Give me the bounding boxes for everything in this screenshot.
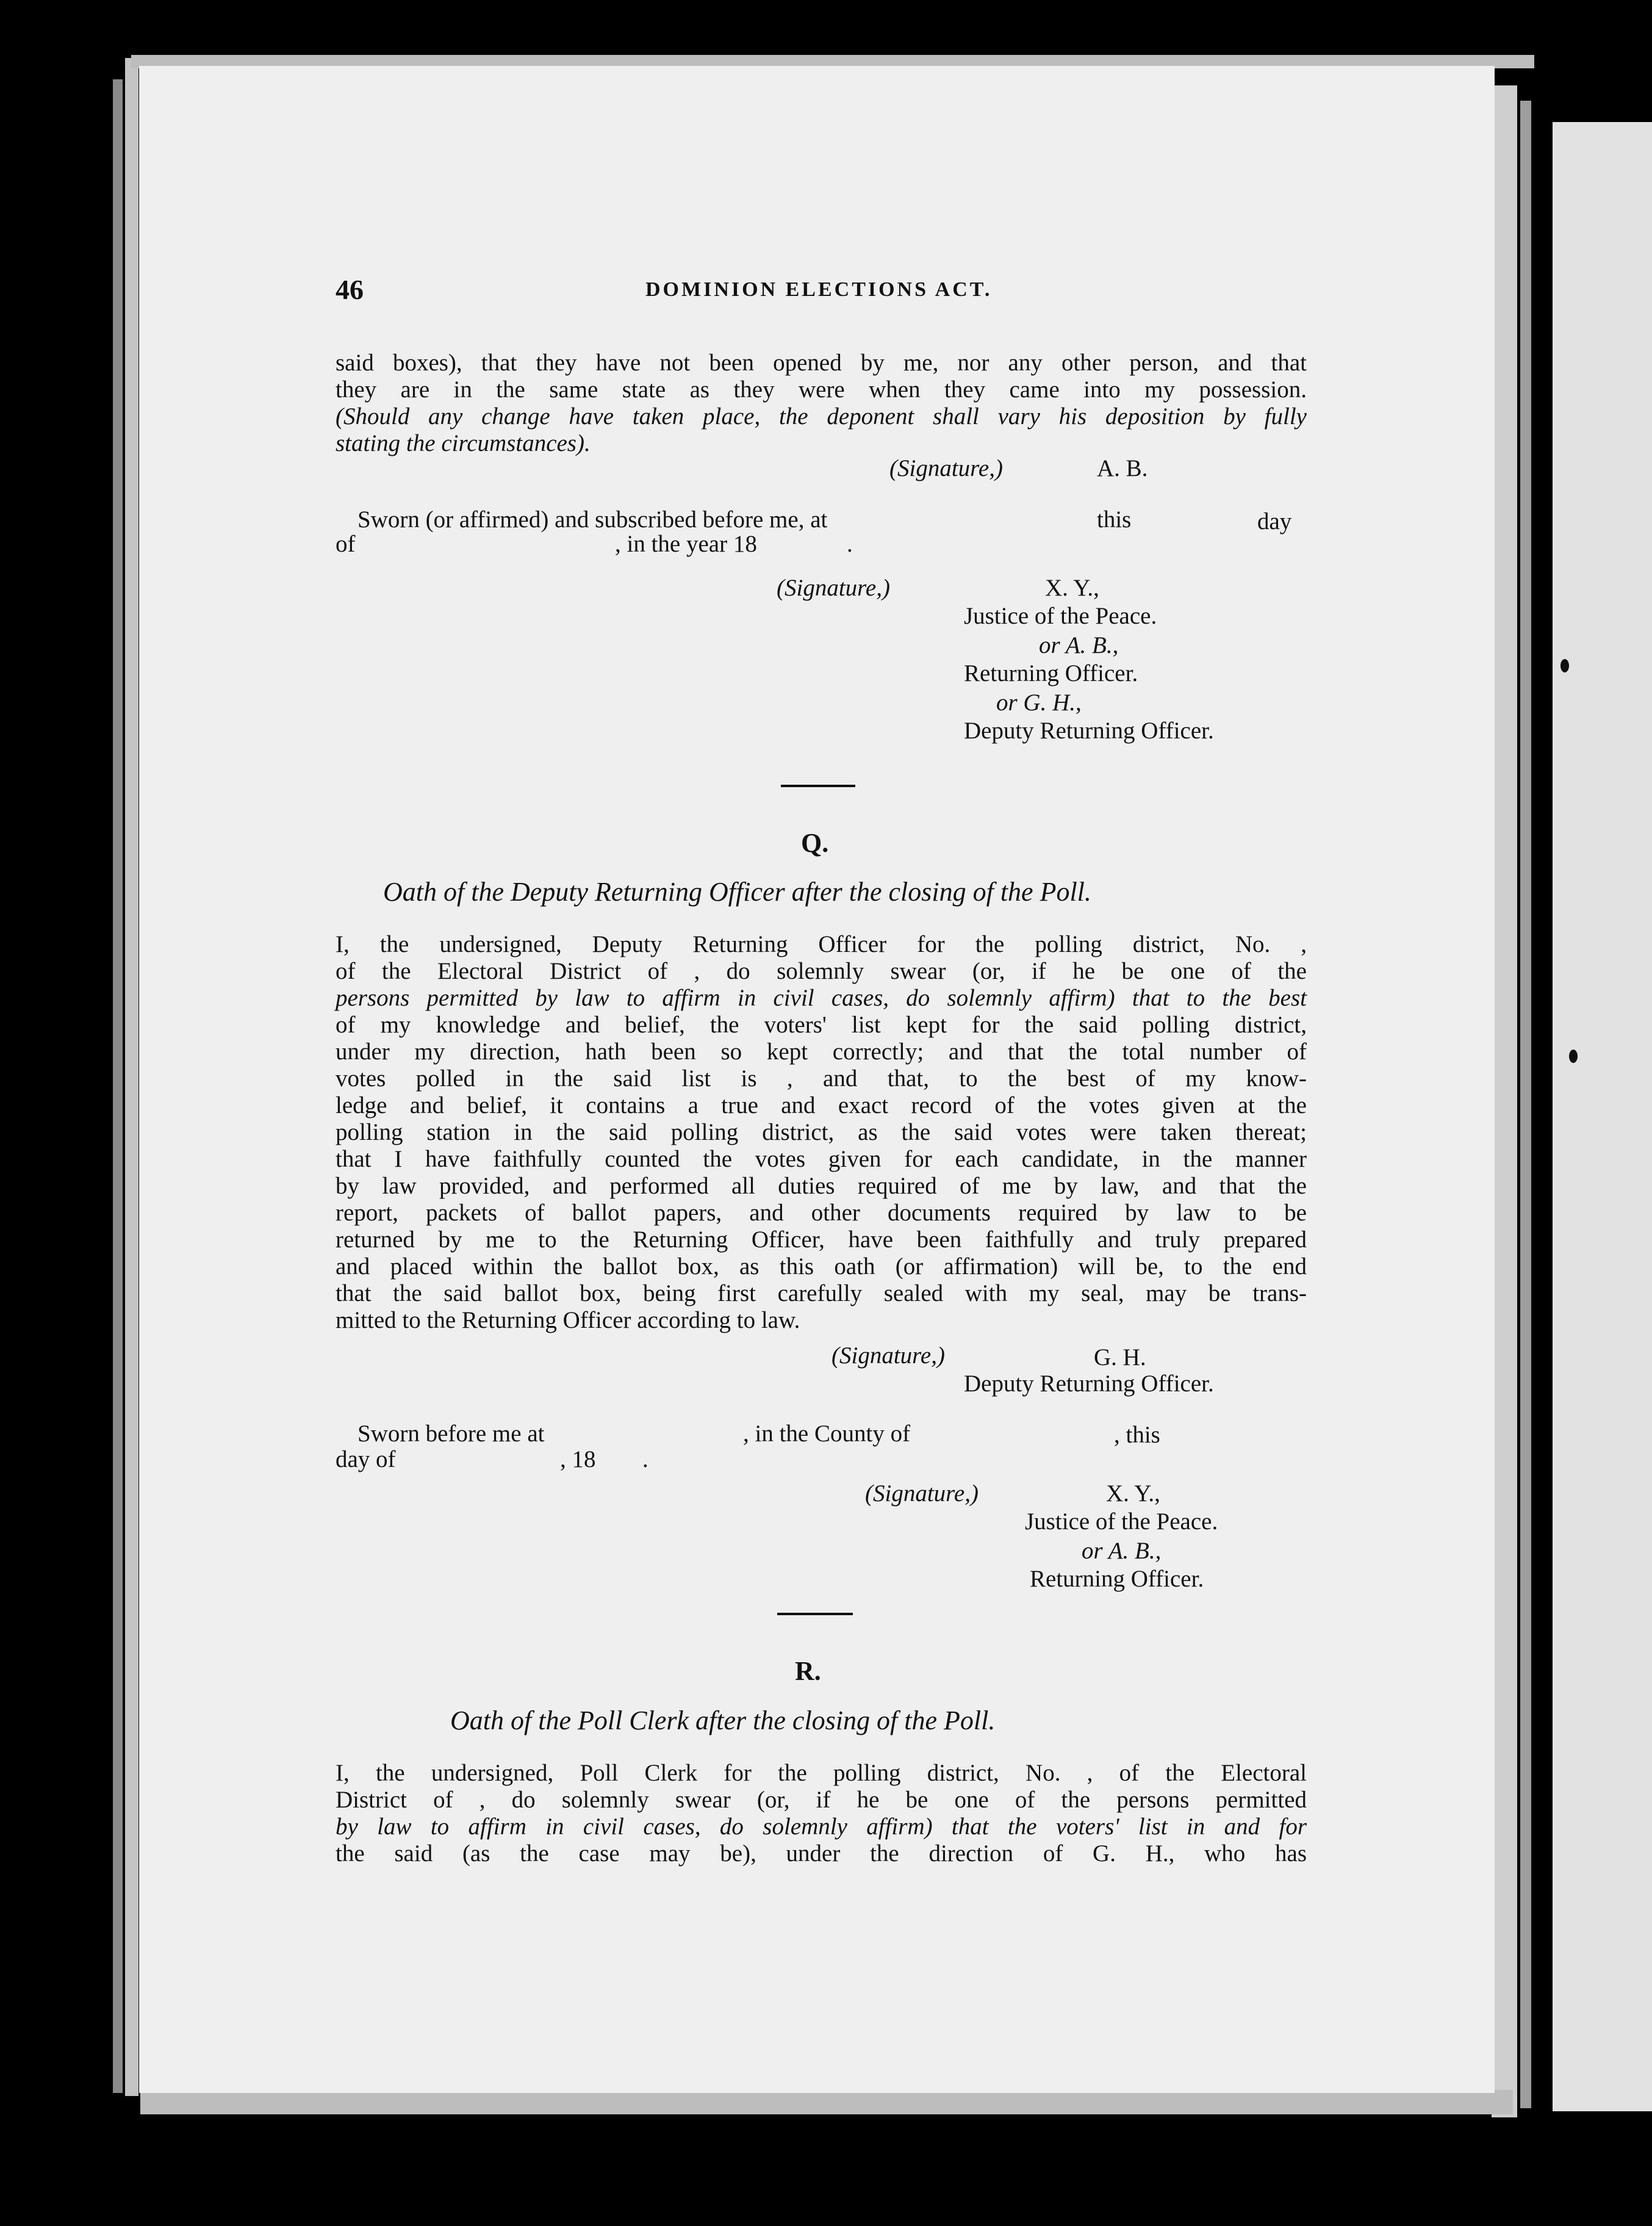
sworn-day: day of bbox=[336, 1446, 396, 1472]
sworn-this: , this bbox=[1114, 1422, 1160, 1448]
page-edge bbox=[140, 2090, 1513, 2114]
signature-title: Justice of the Peace. bbox=[964, 603, 1157, 629]
text-line: stating the circumstances). bbox=[336, 430, 591, 456]
signature-title: Returning Officer. bbox=[1030, 1566, 1204, 1592]
signature-title: Justice of the Peace. bbox=[1025, 1508, 1218, 1535]
section-title: Oath of the Poll Clerk after the closing of the Poll. bbox=[450, 1706, 996, 1735]
text-line: of my knowledge and belief, the voters' list kept for the said polling district, bbox=[336, 1012, 1307, 1038]
ink-spot bbox=[1569, 1050, 1578, 1063]
signature-name: X. Y., bbox=[1106, 1480, 1160, 1507]
sworn-county: , in the County of bbox=[743, 1421, 911, 1447]
sworn-line: Sworn (or affirmed) and subscribed before me, at bbox=[357, 506, 828, 533]
signature-label: (Signature,) bbox=[889, 455, 1003, 481]
oath-paragraph bbox=[336, 931, 1307, 1334]
signature-name: G. H. bbox=[1094, 1344, 1146, 1371]
sworn-of: of bbox=[336, 531, 356, 557]
text-line: that the said ballot box, being first carefully sealed with my seal, may be trans- bbox=[336, 1280, 1307, 1306]
page-number: 46 bbox=[336, 274, 364, 305]
continuation-paragraph bbox=[336, 350, 1307, 457]
text-line: said boxes), that they have not been opened by me, nor any other person, and that bbox=[336, 350, 1307, 376]
text-line: mitted to the Returning Officer according to law. bbox=[336, 1307, 800, 1333]
page-edge bbox=[1492, 85, 1517, 2117]
text-line: persons permitted by law to affirm in civil cases, do solemnly affirm) that to the best bbox=[336, 985, 1307, 1011]
section-divider bbox=[777, 1613, 853, 1615]
text-line: polling station in the said polling district, as the said votes were taken thereat; bbox=[336, 1119, 1307, 1145]
sworn-year: , in the year 18 bbox=[615, 531, 757, 557]
signature-alternative: or G. H., bbox=[996, 690, 1082, 716]
signature-label: (Signature,) bbox=[831, 1342, 945, 1369]
text-line: I, the undersigned, Poll Clerk for the polling district, No. , of the Electoral bbox=[336, 1760, 1307, 1786]
page-edge bbox=[125, 58, 138, 2096]
signature-title: Deputy Returning Officer. bbox=[964, 1371, 1214, 1397]
text-line: the said (as the case may be), under the direction of G. H., who has bbox=[336, 1840, 1307, 1867]
oath-paragraph bbox=[336, 1760, 1307, 1867]
text-line: that I have faithfully counted the votes given for each candidate, in the manner bbox=[336, 1146, 1307, 1172]
sworn-this: this bbox=[1097, 506, 1132, 533]
sworn-year: , 18 bbox=[560, 1446, 596, 1472]
sworn-period: . bbox=[847, 531, 853, 557]
page-edge bbox=[1520, 101, 1531, 2108]
text-line: and placed within the ballot box, as this oath (or affirmation) will be, to the end bbox=[336, 1253, 1307, 1280]
sworn-period: . bbox=[642, 1446, 648, 1472]
section-title: Oath of the Deputy Returning Officer after the closing of the Poll. bbox=[383, 877, 1091, 907]
text-line: District of , do solemnly swear (or, if he be one of the persons permitted bbox=[336, 1787, 1307, 1813]
signature-alternative: or A. B., bbox=[1082, 1538, 1162, 1564]
section-letter: Q. bbox=[801, 828, 829, 858]
text-line: I, the undersigned, Deputy Returning Officer for the polling district, No. , bbox=[336, 931, 1307, 957]
document-page bbox=[139, 66, 1495, 2093]
sworn-line: Sworn before me at bbox=[357, 1421, 545, 1447]
signature-title: Deputy Returning Officer. bbox=[964, 718, 1214, 744]
text-line: report, packets of ballot papers, and other documents required by law to be bbox=[336, 1200, 1307, 1226]
ink-spot bbox=[1560, 659, 1569, 672]
signature-alternative: or A. B., bbox=[1039, 632, 1119, 658]
text-line: under my direction, hath been so kept correctly; and that the total number of bbox=[336, 1039, 1307, 1065]
section-letter: R. bbox=[795, 1656, 821, 1686]
signature-label: (Signature,) bbox=[777, 575, 890, 601]
text-line: (Should any change have taken place, the deponent shall vary his deposition by fully bbox=[336, 403, 1307, 430]
text-line: returned by me to the Returning Officer, have been faithfully and truly prepared bbox=[336, 1226, 1307, 1253]
sworn-day: day bbox=[1257, 508, 1292, 535]
text-line: ledge and belief, it contains a true and exact record of the votes given at the bbox=[336, 1092, 1307, 1118]
signature-title: Returning Officer. bbox=[964, 660, 1138, 686]
signature-name: A. B. bbox=[1097, 455, 1148, 481]
next-page-edge bbox=[1553, 122, 1652, 2111]
page-edge bbox=[113, 79, 123, 2093]
text-line: by law provided, and performed all duties required of me by law, and that the bbox=[336, 1173, 1307, 1199]
text-line: votes polled in the said list is , and that, to the best of my know- bbox=[336, 1065, 1307, 1092]
signature-label: (Signature,) bbox=[865, 1480, 979, 1507]
text-line: of the Electoral District of , do solemnly swear (or, if he be one of the bbox=[336, 958, 1307, 984]
running-head: DOMINION ELECTIONS ACT. bbox=[645, 278, 993, 301]
text-line: they are in the same state as they were when they came into my possession. bbox=[336, 376, 1307, 403]
signature-name: X. Y., bbox=[1045, 575, 1099, 601]
section-divider bbox=[781, 785, 855, 787]
text-line: by law to affirm in civil cases, do solemnly affirm) that the voters' list in and for bbox=[336, 1814, 1307, 1840]
